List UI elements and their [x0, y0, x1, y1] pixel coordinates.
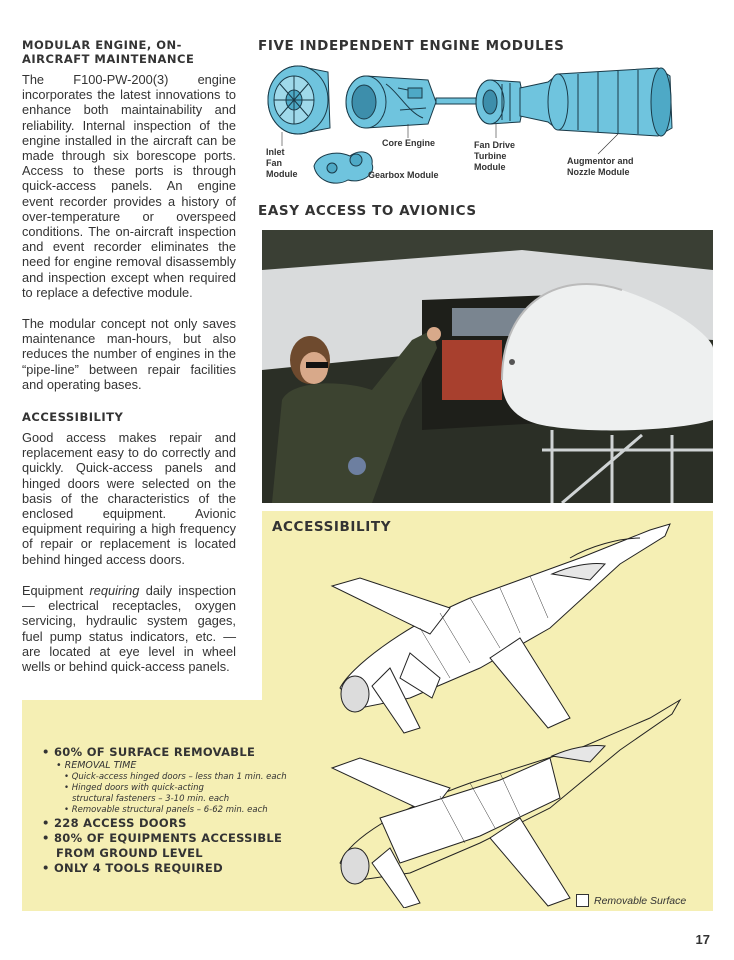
bullet-access-doors: • 228 ACCESS DOORS — [42, 816, 187, 830]
paragraph-modular-engine: The F100-PW-200(3) engine incorporates the latest innovations to enhance both maintainability and reliability. Internal inspection of the engine installed in the aircraft can be made through six borescope ports. Access to these ports is through quick-access panels. An engine event recorder provides a history of over-temperature or overspeed conditions. The on-aircraft inspection and event recorder eliminates the need for engine removal disassembly and inspection except when required to replace a defective module. — [22, 72, 236, 300]
accessibility-panel-title: ACCESSIBILITY — [272, 519, 392, 535]
bullet-ground-level: FROM GROUND LEVEL — [56, 846, 203, 860]
removal-item: structural fasteners – 3-10 min. each — [72, 794, 230, 804]
label-gearbox: Gearbox Module — [368, 170, 439, 180]
engine-modules-title: FIVE INDEPENDENT ENGINE MODULES — [258, 38, 565, 54]
bullet-removal-time: • REMOVAL TIME — [56, 760, 137, 771]
legend-label: Removable Surface — [594, 894, 687, 907]
avionics-photo-drawing — [262, 230, 713, 503]
label-augmentor: Augmentor and Nozzle Module — [567, 156, 634, 177]
removal-item: • Hinged doors with quick-acting — [64, 783, 204, 793]
removal-item: • Quick-access hinged doors – less than 1 min. each — [64, 772, 287, 782]
label-inlet-fan: Inlet Fan Module — [266, 147, 298, 179]
augmentor-nozzle-icon — [520, 68, 672, 136]
gearbox-module-icon — [314, 152, 373, 183]
inlet-fan-module-icon — [268, 66, 330, 134]
paragraph-daily-inspection: Equipment requiring daily inspection — electrical receptacles, oxygen servicing, hydraulic system gages, fuel pump status indicators, etc. — are located at eye level in wheel wells or behind quick-access panels. — [22, 582, 237, 674]
avionics-photo — [262, 230, 713, 503]
aircraft-top-view-upper — [332, 524, 670, 733]
bullet-equipment-accessible: • 80% OF EQUIPMENTS ACCESSIBLE — [42, 831, 283, 845]
left-column — [22, 38, 236, 674]
bullet-surface-removable: • 60% OF SURFACE REMOVABLE — [42, 745, 256, 759]
label-fan-drive: Fan Drive Turbine Module — [474, 140, 516, 172]
engine-shaft-icon — [436, 98, 476, 104]
paragraph-modular-concept: The modular concept not only saves maintenance man-hours, but also reduces the number of engines in the “pipe-line” between repair facilities and operating bases. — [22, 316, 236, 392]
avionics-title: EASY ACCESS TO AVIONICS — [258, 203, 477, 219]
legend-swatch-icon — [576, 894, 589, 907]
section-heading-accessibility: ACCESSIBILITY — [22, 410, 124, 425]
paragraph-accessibility: Good access makes repair and replacement easy to do correctly and quickly. Quick-access panels and hinged doors were selected on the basis of the characteristics of the enclosed equipment. Avionic equipment requiring a high frequency of repair or replacement is located behind hinged access doors. — [22, 430, 236, 567]
engine-modules-illustration — [258, 62, 678, 192]
aircraft-top-view-lower — [332, 700, 680, 908]
fan-drive-turbine-icon — [476, 80, 524, 124]
removal-item: • Removable structural panels – 6-62 min. each — [64, 805, 268, 815]
bullet-tools: • ONLY 4 TOOLS REQUIRED — [42, 861, 223, 875]
core-engine-icon — [346, 76, 436, 128]
page-number: 17 — [695, 932, 710, 947]
label-core-engine: Core Engine — [382, 138, 436, 148]
aircraft-illustrations — [320, 518, 713, 908]
removable-surface-legend — [576, 894, 686, 907]
accessibility-bullets — [42, 745, 322, 876]
section-heading-modular: MODULAR ENGINE, ON-AIRCRAFT MAINTENANCE — [22, 38, 195, 66]
